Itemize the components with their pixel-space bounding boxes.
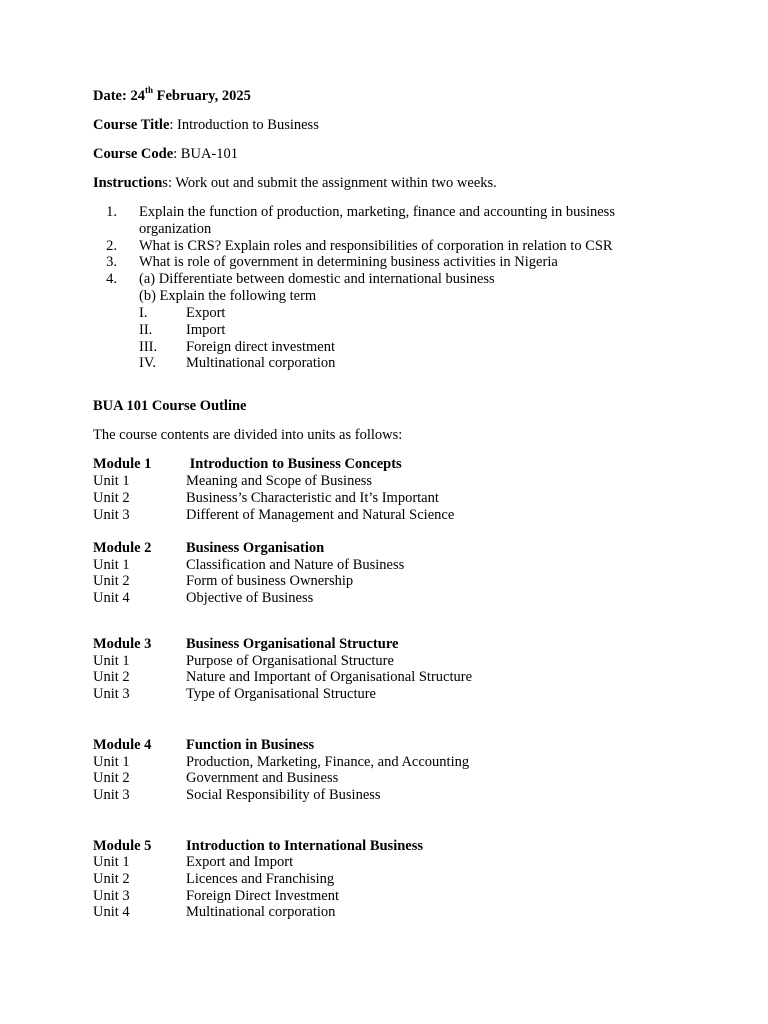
course-code-label: Course Code	[93, 146, 174, 162]
date-label: Date: 24	[93, 88, 145, 104]
unit-label: Unit 1	[93, 557, 130, 573]
unit-row	[93, 507, 454, 524]
question-text: Explain the function of production, marketing, finance and accounting in business	[139, 204, 615, 220]
unit-row	[93, 888, 339, 905]
unit-row	[93, 904, 335, 921]
module-label: Module 1	[93, 456, 152, 472]
unit-label: Unit 2	[93, 490, 130, 506]
unit-row	[93, 871, 334, 888]
instructions-label: Instruction	[93, 175, 163, 191]
course-title-line	[93, 117, 319, 134]
course-title-label: Course Title	[93, 117, 170, 133]
module-title: Introduction to International Business	[186, 838, 424, 854]
module-heading	[93, 540, 324, 557]
unit-label: Unit 1	[93, 754, 130, 770]
unit-text: Objective of Business	[186, 590, 314, 606]
question-continuation: (b) Explain the following term	[139, 288, 317, 304]
term-text: Import	[186, 322, 226, 338]
term-numeral: III.	[139, 339, 158, 355]
term-text: Export	[186, 305, 226, 321]
unit-row	[93, 787, 381, 804]
unit-text: Nature and Important of Organisational Structure	[186, 669, 473, 685]
question-text: What is CRS? Explain roles and responsibilities of corporation in relation to CSR	[139, 238, 613, 254]
term-numeral: I.	[139, 305, 148, 321]
question-number: 4.	[106, 271, 117, 287]
term-numeral: IV.	[139, 355, 157, 371]
outline-title: BUA 101 Course Outline	[93, 398, 247, 414]
unit-label: Unit 1	[93, 854, 130, 870]
question-item	[93, 254, 558, 271]
unit-row	[93, 573, 353, 590]
term-numeral: II.	[139, 322, 153, 338]
unit-label: Unit 4	[93, 590, 130, 606]
unit-row	[93, 854, 293, 871]
question-item	[93, 271, 495, 288]
term-item	[139, 339, 335, 356]
module-title: Business Organisational Structure	[186, 636, 399, 652]
unit-text: Production, Marketing, Finance, and Accounting	[186, 754, 470, 770]
unit-text: Government and Business	[186, 770, 339, 786]
module-label: Module 2	[93, 540, 152, 556]
unit-label: Unit 2	[93, 669, 130, 685]
unit-label: Unit 3	[93, 787, 130, 803]
term-item	[139, 305, 225, 322]
unit-text: Type of Organisational Structure	[186, 686, 376, 702]
module-heading	[93, 636, 398, 653]
question-text: (a) Differentiate between domestic and international business	[139, 271, 495, 287]
date-rest: February, 2025	[152, 88, 251, 104]
unit-label: Unit 2	[93, 770, 130, 786]
unit-label: Unit 4	[93, 904, 130, 920]
unit-label: Unit 2	[93, 871, 130, 887]
module-label: Module 3	[93, 636, 152, 652]
unit-text: Purpose of Organisational Structure	[186, 653, 394, 669]
module-heading	[93, 737, 314, 754]
module-heading	[93, 838, 423, 855]
module-label: Module 4	[93, 737, 152, 753]
unit-label: Unit 3	[93, 507, 130, 523]
question-number: 3.	[106, 254, 117, 270]
question-item	[93, 238, 613, 255]
unit-row	[93, 770, 338, 787]
unit-text: Multinational corporation	[186, 904, 336, 920]
unit-text: Social Responsibility of Business	[186, 787, 381, 803]
unit-text: Foreign Direct Investment	[186, 888, 340, 904]
course-title-value: : Introduction to Business	[169, 117, 319, 133]
date-line	[93, 85, 251, 105]
question-number: 1.	[106, 204, 117, 220]
question-item	[93, 204, 615, 221]
question-text: What is role of government in determining business activities in Nigeria	[139, 254, 558, 270]
unit-row	[93, 669, 472, 686]
unit-row	[93, 557, 404, 574]
unit-label: Unit 3	[93, 686, 130, 702]
date-superscript: th	[144, 85, 153, 96]
unit-row	[93, 590, 313, 607]
unit-text: Meaning and Scope of Business	[186, 473, 373, 489]
question-continuation: organization	[139, 221, 212, 237]
unit-label: Unit 3	[93, 888, 130, 904]
module-heading	[93, 456, 402, 473]
instructions-value: : Work out and submit the assignment within two weeks.	[167, 175, 497, 191]
unit-row	[93, 473, 372, 490]
unit-text: Business’s Characteristic and It’s Important	[186, 490, 439, 506]
unit-text: Classification and Nature of Business	[186, 557, 405, 573]
unit-text: Export and Import	[186, 854, 294, 870]
outline-intro: The course contents are divided into units as follows:	[93, 427, 403, 443]
unit-row	[93, 653, 394, 670]
unit-label: Unit 1	[93, 473, 130, 489]
instructions-s: s	[162, 175, 168, 191]
term-text: Multinational corporation	[186, 355, 336, 371]
unit-label: Unit 1	[93, 653, 130, 669]
instructions-line	[93, 175, 497, 192]
question-number: 2.	[106, 238, 117, 254]
unit-row	[93, 754, 469, 771]
module-title: Business Organisation	[186, 540, 325, 556]
module-label: Module 5	[93, 838, 152, 854]
unit-label: Unit 2	[93, 573, 130, 589]
course-code-value: : BUA-101	[173, 146, 239, 162]
module-title: Introduction to Business Concepts	[186, 456, 402, 472]
term-item	[139, 322, 225, 339]
unit-text: Different of Management and Natural Science	[186, 507, 455, 523]
term-text: Foreign direct investment	[186, 339, 335, 355]
unit-text: Licences and Franchising	[186, 871, 335, 887]
unit-row	[93, 686, 376, 703]
term-item	[139, 355, 335, 372]
unit-row	[93, 490, 439, 507]
unit-text: Form of business Ownership	[186, 573, 354, 589]
course-code-line	[93, 146, 238, 163]
module-title: Function in Business	[186, 737, 315, 753]
